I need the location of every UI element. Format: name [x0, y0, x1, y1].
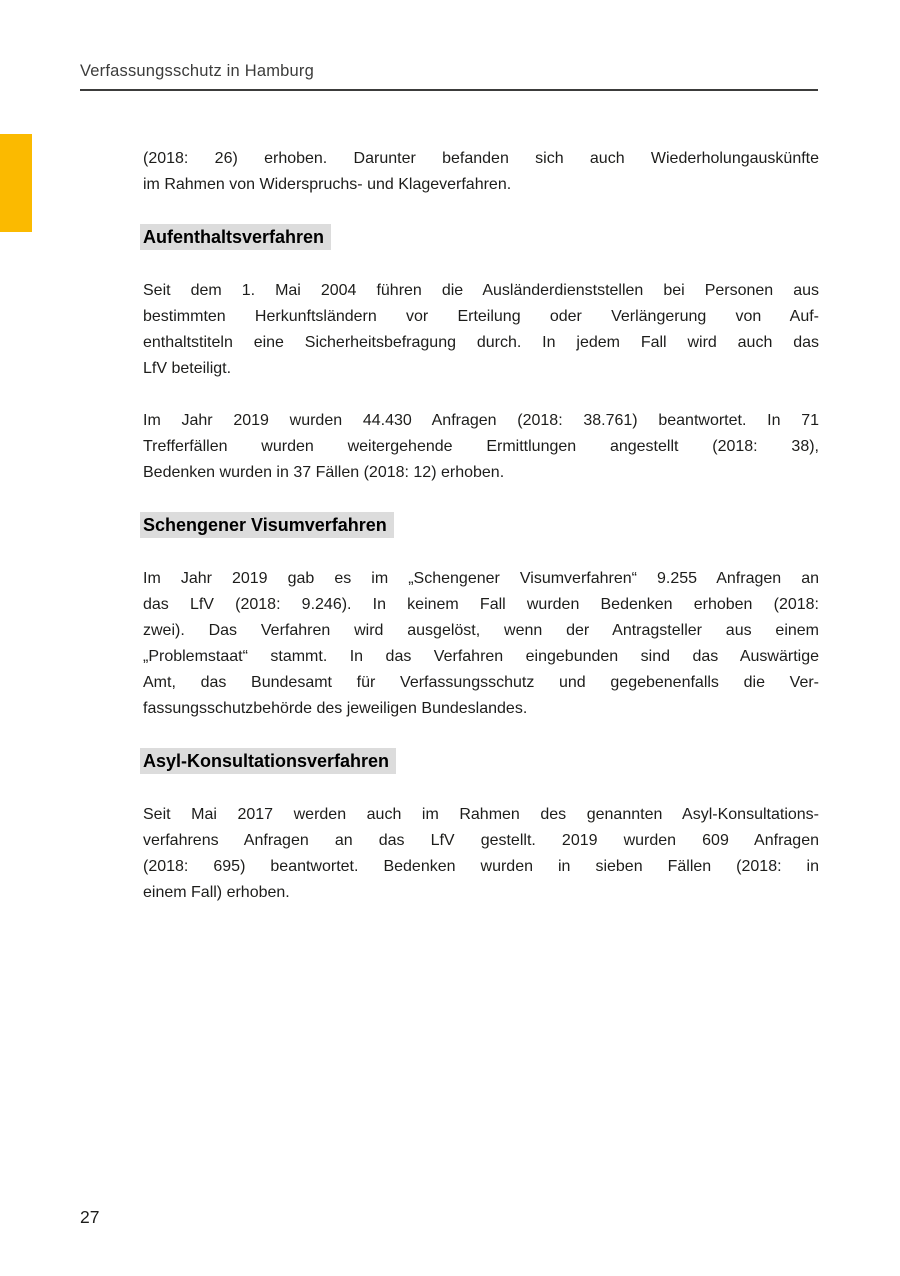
body-line: verfahrens Anfragen an das LfV gestellt. 2019 wurden 609 Anfragen [143, 832, 819, 849]
body-line: Seit Mai 2017 werden auch im Rahmen des genannten Asyl-Konsultations- [143, 806, 819, 823]
header-rule [80, 89, 818, 91]
body-line: Seit dem 1. Mai 2004 führen die Ausländerdienststellen bei Personen aus [143, 282, 819, 299]
paragraph [143, 566, 819, 722]
section-heading-asyl-konsultationsverfahren: Asyl-Konsultationsverfahren [140, 748, 396, 774]
body-line: „Problemstaat“ stammt. In das Verfahren eingebunden sind das Auswärtige [143, 648, 819, 665]
page-number: 27 [80, 1207, 100, 1227]
body-line: (2018: 26) erhoben. Darunter befanden sich auch Wiederholungauskünfte [143, 150, 819, 167]
body-line: zwei). Das Verfahren wird ausgelöst, wenn der Antragsteller aus einem [143, 622, 819, 639]
running-header-title: Verfassungsschutz in Hamburg [80, 62, 314, 80]
body-line: im Rahmen von Widerspruchs- und Klageverfahren. [143, 176, 512, 193]
section-heading-wrap [143, 512, 819, 540]
body-line: fassungsschutzbehörde des jeweiligen Bundeslandes. [143, 700, 528, 717]
body-line: Trefferfällen wurden weitergehende Ermittlungen angestellt (2018: 38), [143, 438, 819, 455]
body-line: bestimmten Herkunftsländern vor Erteilung oder Verlängerung von Auf- [143, 308, 819, 325]
body-line: enthaltstiteln eine Sicherheitsbefragung durch. In jedem Fall wird auch das [143, 334, 819, 351]
page-body [143, 146, 819, 932]
body-line: Im Jahr 2019 wurden 44.430 Anfragen (2018: 38.761) beantwortet. In 71 [143, 412, 819, 429]
body-line: Amt, das Bundesamt für Verfassungsschutz und gegebenenfalls die Ver- [143, 674, 819, 691]
body-line: einem Fall) erhoben. [143, 884, 290, 901]
paragraph [143, 408, 819, 486]
paragraph [143, 802, 819, 906]
section-heading-aufenthaltsverfahren: Aufenthaltsverfahren [140, 224, 331, 250]
section-heading-wrap [143, 748, 819, 776]
chapter-tab-marker [0, 134, 32, 232]
body-line: Bedenken wurden in 37 Fällen (2018: 12) erhoben. [143, 464, 505, 481]
paragraph-intro [143, 146, 819, 198]
body-line: LfV beteiligt. [143, 360, 232, 377]
body-line: (2018: 695) beantwortet. Bedenken wurden in sieben Fällen (2018: in [143, 858, 819, 875]
section-heading-schengener-visumverfahren: Schengener Visumverfahren [140, 512, 394, 538]
body-line: das LfV (2018: 9.246). In keinem Fall wurden Bedenken erhoben (2018: [143, 596, 819, 613]
body-line: Im Jahr 2019 gab es im „Schengener Visumverfahren“ 9.255 Anfragen an [143, 570, 819, 587]
paragraph [143, 278, 819, 382]
section-heading-wrap [143, 224, 819, 252]
